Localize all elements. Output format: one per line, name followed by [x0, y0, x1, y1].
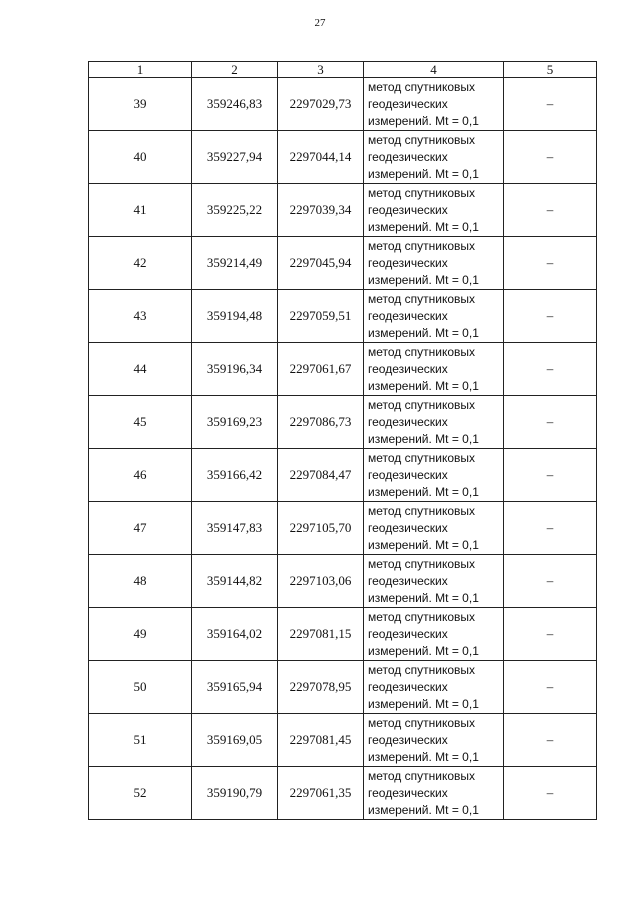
method-cell	[364, 608, 504, 661]
y-coordinate-cell: 2297044,14	[278, 131, 364, 184]
x-coordinate-cell: 359164,02	[192, 608, 278, 661]
header-cell-4: 4	[364, 62, 504, 78]
point-number-cell: 40	[89, 131, 192, 184]
table-row	[89, 343, 597, 396]
method-line: метод спутниковых	[368, 185, 476, 200]
method-line: геодезических	[368, 785, 448, 800]
table-row	[89, 396, 597, 449]
note-cell: –	[504, 290, 597, 343]
note-cell: –	[504, 714, 597, 767]
header-cell-1: 1	[89, 62, 192, 78]
note-cell: –	[504, 661, 597, 714]
y-coordinate-cell: 2297061,35	[278, 767, 364, 820]
coordinates-table	[88, 61, 597, 820]
table-row	[89, 78, 597, 131]
point-number-cell: 39	[89, 78, 192, 131]
method-line: геодезических	[368, 626, 448, 641]
y-coordinate-cell: 2297105,70	[278, 502, 364, 555]
y-coordinate-cell: 2297059,51	[278, 290, 364, 343]
note-cell: –	[504, 78, 597, 131]
point-number-cell: 43	[89, 290, 192, 343]
x-coordinate-cell: 359166,42	[192, 449, 278, 502]
point-number-cell: 50	[89, 661, 192, 714]
method-line: геодезических	[368, 414, 448, 429]
method-line: геодезических	[368, 96, 448, 111]
method-line: метод спутниковых	[368, 79, 476, 94]
method-line: геодезических	[368, 520, 448, 535]
method-line: метод спутниковых	[368, 238, 476, 253]
point-number-cell: 51	[89, 714, 192, 767]
y-coordinate-cell: 2297081,15	[278, 608, 364, 661]
table-row	[89, 449, 597, 502]
method-cell	[364, 449, 504, 502]
point-number-cell: 49	[89, 608, 192, 661]
method-cell	[364, 714, 504, 767]
table-row	[89, 502, 597, 555]
x-coordinate-cell: 359169,23	[192, 396, 278, 449]
method-cell	[364, 396, 504, 449]
method-line: измерений. Mt = 0,1	[368, 378, 479, 393]
method-line: измерений. Mt = 0,1	[368, 272, 479, 287]
table-row	[89, 767, 597, 820]
method-line: измерений. Mt = 0,1	[368, 325, 479, 340]
method-line: измерений. Mt = 0,1	[368, 643, 479, 658]
method-line: метод спутниковых	[368, 503, 476, 518]
y-coordinate-cell: 2297084,47	[278, 449, 364, 502]
x-coordinate-cell: 359169,05	[192, 714, 278, 767]
table-row	[89, 131, 597, 184]
method-line: измерений. Mt = 0,1	[368, 431, 479, 446]
method-line: измерений. Mt = 0,1	[368, 802, 479, 817]
method-line: измерений. Mt = 0,1	[368, 749, 479, 764]
x-coordinate-cell: 359227,94	[192, 131, 278, 184]
method-line: метод спутниковых	[368, 715, 476, 730]
x-coordinate-cell: 359144,82	[192, 555, 278, 608]
method-line: геодезических	[368, 255, 448, 270]
method-line: геодезических	[368, 361, 448, 376]
method-cell	[364, 290, 504, 343]
method-line: геодезических	[368, 467, 448, 482]
page-number: 27	[314, 17, 326, 29]
x-coordinate-cell: 359165,94	[192, 661, 278, 714]
table-row	[89, 714, 597, 767]
note-cell: –	[504, 343, 597, 396]
method-line: метод спутниковых	[368, 132, 476, 147]
note-cell: –	[504, 131, 597, 184]
table-row	[89, 555, 597, 608]
table-row	[89, 290, 597, 343]
point-number-cell: 52	[89, 767, 192, 820]
note-cell: –	[504, 396, 597, 449]
method-cell	[364, 343, 504, 396]
header-cell-5: 5	[504, 62, 597, 78]
method-line: метод спутниковых	[368, 344, 476, 359]
y-coordinate-cell: 2297045,94	[278, 237, 364, 290]
point-number-cell: 42	[89, 237, 192, 290]
method-line: измерений. Mt = 0,1	[368, 590, 479, 605]
point-number-cell: 41	[89, 184, 192, 237]
point-number-cell: 44	[89, 343, 192, 396]
x-coordinate-cell: 359246,83	[192, 78, 278, 131]
x-coordinate-cell: 359196,34	[192, 343, 278, 396]
method-line: метод спутниковых	[368, 291, 476, 306]
method-line: метод спутниковых	[368, 609, 476, 624]
method-line: метод спутниковых	[368, 662, 476, 677]
x-coordinate-cell: 359214,49	[192, 237, 278, 290]
point-number-cell: 47	[89, 502, 192, 555]
method-cell	[364, 661, 504, 714]
note-cell: –	[504, 184, 597, 237]
y-coordinate-cell: 2297078,95	[278, 661, 364, 714]
y-coordinate-cell: 2297086,73	[278, 396, 364, 449]
y-coordinate-cell: 2297029,73	[278, 78, 364, 131]
note-cell: –	[504, 449, 597, 502]
method-cell	[364, 502, 504, 555]
method-cell	[364, 131, 504, 184]
y-coordinate-cell: 2297039,34	[278, 184, 364, 237]
method-line: метод спутниковых	[368, 556, 476, 571]
table-row	[89, 184, 597, 237]
method-cell	[364, 237, 504, 290]
x-coordinate-cell: 359190,79	[192, 767, 278, 820]
method-line: метод спутниковых	[368, 450, 476, 465]
method-line: метод спутниковых	[368, 397, 476, 412]
method-line: геодезических	[368, 573, 448, 588]
table-row	[89, 661, 597, 714]
method-line: измерений. Mt = 0,1	[368, 537, 479, 552]
method-line: измерений. Mt = 0,1	[368, 696, 479, 711]
x-coordinate-cell: 359194,48	[192, 290, 278, 343]
note-cell: –	[504, 555, 597, 608]
header-cell-3: 3	[278, 62, 364, 78]
table-body	[89, 62, 597, 820]
table-row	[89, 608, 597, 661]
method-cell	[364, 767, 504, 820]
method-line: измерений. Mt = 0,1	[368, 484, 479, 499]
note-cell: –	[504, 237, 597, 290]
method-line: геодезических	[368, 679, 448, 694]
x-coordinate-cell: 359225,22	[192, 184, 278, 237]
method-cell	[364, 78, 504, 131]
method-line: геодезических	[368, 732, 448, 747]
method-cell	[364, 184, 504, 237]
header-cell-2: 2	[192, 62, 278, 78]
method-line: измерений. Mt = 0,1	[368, 166, 479, 181]
table-header-row	[89, 62, 597, 78]
note-cell: –	[504, 767, 597, 820]
point-number-cell: 46	[89, 449, 192, 502]
method-cell	[364, 555, 504, 608]
y-coordinate-cell: 2297103,06	[278, 555, 364, 608]
y-coordinate-cell: 2297081,45	[278, 714, 364, 767]
method-line: геодезических	[368, 308, 448, 323]
table-row	[89, 237, 597, 290]
point-number-cell: 48	[89, 555, 192, 608]
method-line: метод спутниковых	[368, 768, 476, 783]
x-coordinate-cell: 359147,83	[192, 502, 278, 555]
note-cell: –	[504, 608, 597, 661]
method-line: геодезических	[368, 149, 448, 164]
point-number-cell: 45	[89, 396, 192, 449]
note-cell: –	[504, 502, 597, 555]
method-line: измерений. Mt = 0,1	[368, 113, 479, 128]
method-line: измерений. Mt = 0,1	[368, 219, 479, 234]
y-coordinate-cell: 2297061,67	[278, 343, 364, 396]
method-line: геодезических	[368, 202, 448, 217]
